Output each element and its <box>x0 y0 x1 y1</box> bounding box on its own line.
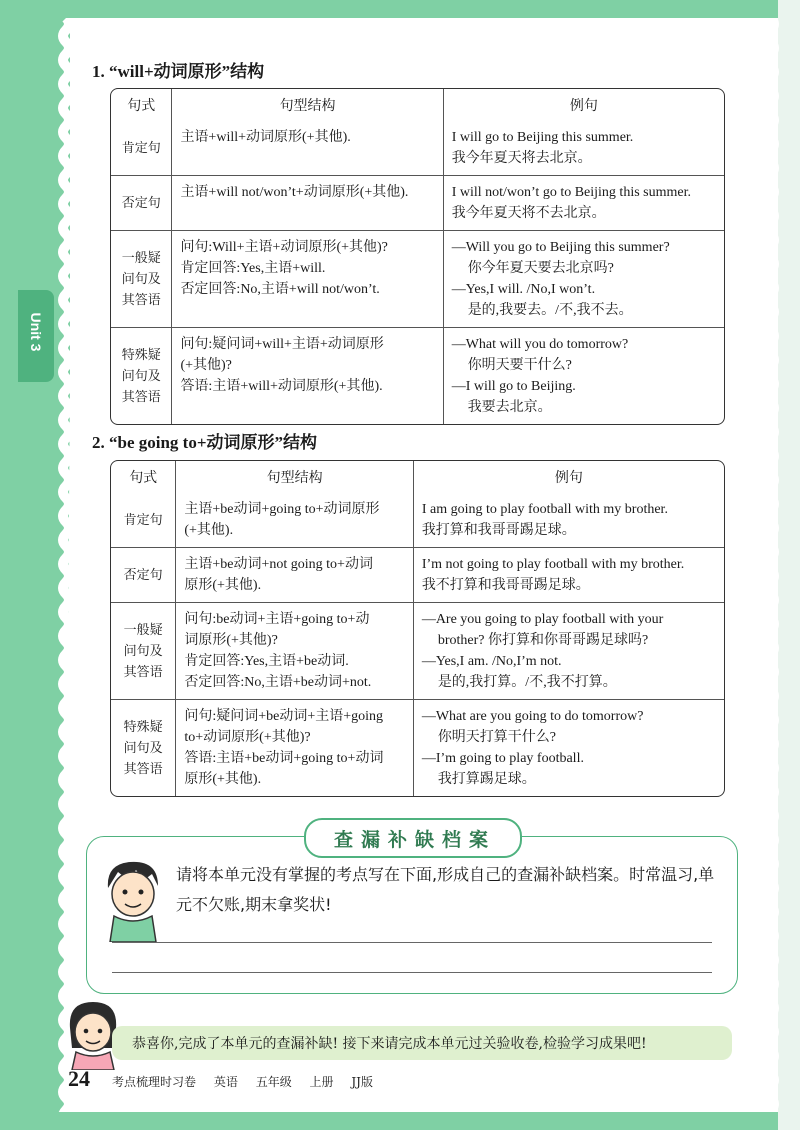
type-line: 否定句 <box>121 195 161 211</box>
table-row <box>111 231 724 328</box>
example-line: 我打算踢足球。 <box>437 772 536 787</box>
cell-structure <box>176 603 413 700</box>
table2-header-type: 句式 <box>111 461 176 493</box>
review-instruction: 请将本单元没有掌握的考点写在下面,形成自己的查漏补缺档案。时常温习,单元不欠账,期末拿奖状! <box>176 865 715 914</box>
table-row <box>111 176 724 231</box>
example-line: I will not/won’t go to Beijing this summer. <box>451 185 691 200</box>
will-structure-table <box>110 88 725 425</box>
table1-header-type: 句式 <box>111 89 172 121</box>
cell-structure <box>172 231 443 328</box>
table1-header-structure: 句型结构 <box>172 89 443 121</box>
structure-line: 问句:Will+主语+动词原形(+其他)? <box>180 240 388 255</box>
example-line: —I will go to Beijing. <box>451 379 576 394</box>
review-title-char: 查 <box>333 828 357 851</box>
structure-line: to+动词原形(+其他)? <box>184 730 311 745</box>
review-panel-title <box>304 818 522 858</box>
example-line: 我要去北京。 <box>467 400 552 415</box>
cell-type <box>111 493 176 548</box>
example-line: 是的,我要去。/不,我不去。 <box>467 303 633 318</box>
cell-example <box>444 328 724 424</box>
structure-line: (+其他). <box>184 523 234 538</box>
table-row <box>111 548 724 603</box>
structure-line: 肯定回答:Yes,主语+will. <box>180 261 326 276</box>
write-line[interactable] <box>112 972 712 973</box>
boy-cartoon-icon <box>100 856 166 942</box>
cell-example <box>444 121 724 176</box>
cell-structure <box>176 493 413 548</box>
structure-line: 答语:主语+be动词+going to+动词 <box>184 751 384 766</box>
type-line: 肯定句 <box>121 140 161 156</box>
footer-edition: JJ版 <box>351 1075 373 1089</box>
cell-example <box>414 700 724 796</box>
example-line: —Will you go to Beijing this summer? <box>451 240 670 255</box>
structure-line: 肯定回答:Yes,主语+be动词. <box>184 654 349 669</box>
type-line: 肯定句 <box>123 512 163 528</box>
cell-type <box>111 121 172 176</box>
footer-grade: 五年级 <box>255 1075 292 1089</box>
table-row <box>111 603 724 700</box>
cell-example <box>414 548 724 603</box>
example-line: —Are you going to play football with your <box>421 612 664 627</box>
type-line: 其答语 <box>121 292 161 308</box>
review-title-char: 补 <box>387 828 411 851</box>
right-wavy-border <box>764 18 782 1112</box>
example-line: —What are you going to do tomorrow? <box>421 709 644 724</box>
review-title-char: 案 <box>469 828 493 851</box>
structure-line: 主语+will+动词原形(+其他). <box>180 130 351 145</box>
cell-structure <box>172 176 443 231</box>
footer-info <box>112 1073 387 1090</box>
type-line: 其答语 <box>123 664 163 680</box>
left-wavy-border <box>55 18 73 1112</box>
example-line: 我不打算和我哥哥踢足球。 <box>421 578 590 593</box>
example-line: 你今年夏天要去北京吗? <box>467 261 614 276</box>
example-line: 我今年夏天将不去北京。 <box>451 206 606 221</box>
footer-subject: 英语 <box>213 1075 238 1089</box>
type-line: 特殊疑 <box>123 719 163 735</box>
page-number: 24 <box>68 1066 90 1091</box>
cell-structure <box>172 328 443 424</box>
example-line: —What will you do tomorrow? <box>451 337 629 352</box>
write-line[interactable] <box>112 942 712 943</box>
table-row <box>111 493 724 548</box>
example-line: 我今年夏天将去北京。 <box>451 151 592 166</box>
unit-tab-label: Unit 3 <box>28 312 44 352</box>
example-line: I am going to play football with my brother. <box>421 502 668 517</box>
example-line: —Yes,I am. /No,I’m not. <box>421 654 562 669</box>
structure-line: 问句:be动词+主语+going to+动 <box>184 612 370 627</box>
structure-line: 否定回答:No,主语+will not/won’t. <box>180 282 380 297</box>
cell-structure <box>172 121 443 176</box>
cell-example <box>414 603 724 700</box>
type-line: 其答语 <box>121 389 161 405</box>
cell-example <box>414 493 724 548</box>
type-line: 问句及 <box>123 643 163 659</box>
example-line: 你明天打算干什么? <box>437 730 557 745</box>
structure-line: 答语:主语+will+动词原形(+其他). <box>180 379 383 394</box>
type-line: 问句及 <box>121 271 161 287</box>
structure-line: 主语+will not/won’t+动词原形(+其他). <box>180 185 409 200</box>
structure-line: 主语+be动词+going to+动词原形 <box>184 502 380 517</box>
table2-header-structure: 句型结构 <box>176 461 413 493</box>
cheer-message: 恭喜你,完成了本单元的查漏补缺! 接下来请完成本单元过关验收卷,检验学习成果吧! <box>132 1036 647 1052</box>
review-title-char: 缺 <box>415 828 439 851</box>
cell-type <box>111 231 172 328</box>
table-row <box>111 700 724 796</box>
example-line: 你明天要干什么? <box>467 358 572 373</box>
be-going-to-structure-table <box>110 460 725 797</box>
structure-line: 问句:疑问词+be动词+主语+going <box>184 709 384 724</box>
section2-title: 2. “be going to+动词原形”结构 <box>92 433 318 452</box>
cell-type <box>111 176 172 231</box>
section1-title: 1. “will+动词原形”结构 <box>92 62 265 81</box>
table2-header-example: 例句 <box>554 470 583 486</box>
cell-structure <box>176 548 413 603</box>
type-line: 问句及 <box>121 368 161 384</box>
table1-header-example: 例句 <box>569 98 598 114</box>
structure-line: 否定回答:No,主语+be动词+not. <box>184 675 372 690</box>
type-line: 一般疑 <box>121 250 161 266</box>
structure-line: (+其他)? <box>180 358 232 373</box>
type-line: 特殊疑 <box>121 347 161 363</box>
type-line: 其答语 <box>123 761 163 777</box>
structure-line: 主语+be动词+not going to+动词 <box>184 557 373 572</box>
example-line: brother? 你打算和你哥哥踢足球吗? <box>437 633 649 648</box>
footer-book: 考点梳理时习卷 <box>112 1075 197 1089</box>
example-line: 是的,我打算。/不,我不打算。 <box>437 675 617 690</box>
example-line: 我打算和我哥哥踢足球。 <box>421 523 576 538</box>
review-title-char: 档 <box>442 828 466 851</box>
structure-line: 问句:疑问词+will+主语+动词原形 <box>180 337 384 352</box>
cell-type <box>111 700 176 796</box>
cell-example <box>444 176 724 231</box>
example-line: I will go to Beijing this summer. <box>451 130 634 145</box>
cell-structure <box>176 700 413 796</box>
type-line: 否定句 <box>123 567 163 583</box>
review-title-char: 漏 <box>360 828 384 851</box>
example-line: I’m not going to play football with my brother. <box>421 557 685 572</box>
type-line: 问句及 <box>123 740 163 756</box>
table-row <box>111 121 724 176</box>
structure-line: 原形(+其他). <box>184 578 262 593</box>
unit-tab <box>18 290 54 382</box>
table-row <box>111 328 724 424</box>
cell-example <box>444 231 724 328</box>
footer-volume: 上册 <box>309 1075 334 1089</box>
example-line: —Yes,I will. /No,I won’t. <box>451 282 596 297</box>
structure-line: 词原形(+其他)? <box>184 633 278 648</box>
structure-line: 原形(+其他). <box>184 772 262 787</box>
example-line: —I’m going to play football. <box>421 751 584 766</box>
type-line: 一般疑 <box>123 622 163 638</box>
cell-type <box>111 328 172 424</box>
cell-type <box>111 548 176 603</box>
cell-type <box>111 603 176 700</box>
